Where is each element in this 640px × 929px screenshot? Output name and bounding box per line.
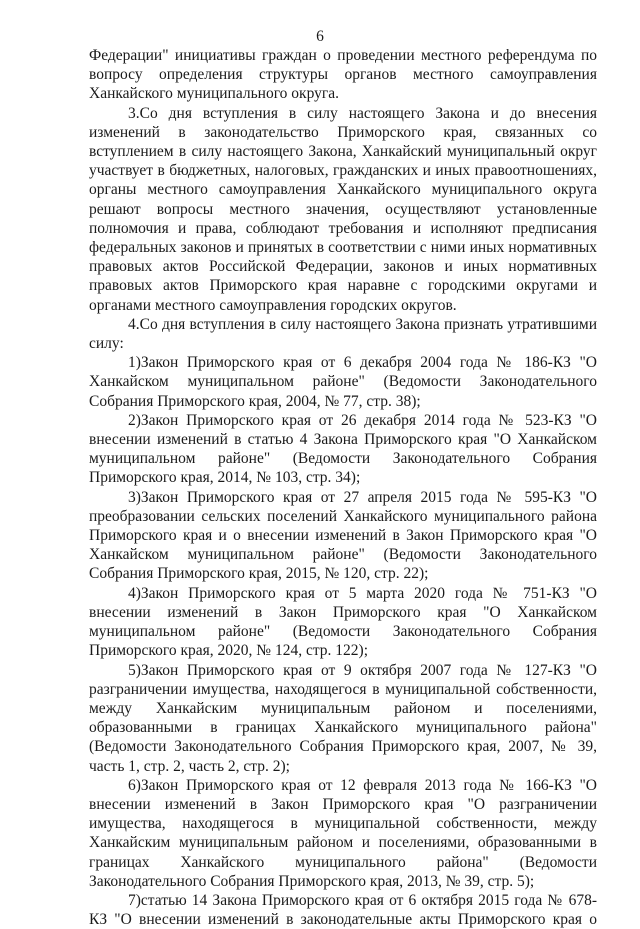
list-item-1: 1)Закон Приморского края от 6 декабря 2004 года № 186-КЗ "О Ханкайском муниципальном районе" (Ведомости Законодательного Собрания Приморского края, 2004, № 77, стр. 38); [89, 354, 597, 410]
list-item-7: 7)статью 14 Закона Приморского края от 6 октября 2015 года № 678-КЗ "О внесении изменений в законодательные акты Приморского края о [89, 891, 597, 929]
list-item-6: 6)Закон Приморского края от 12 февраля 2013 года № 166-КЗ "О внесении изменений в Закон Приморского края "О разграничении имущества, находящегося в муниципальной собственности, между Ханкайским муниципальным районом и поселениями, образованными в границах Ханкайского муниципального района" (Ведомости Законодательного Собрания Приморского края, 2013, № 39, стр. 5); [89, 776, 597, 890]
paragraph-4: 4.Со дня вступления в силу настоящего Закона признать утратившими силу: [89, 315, 597, 353]
list-item-5: 5)Закон Приморского края от 9 октября 2007 года № 127-КЗ "О разграничении имущества, находящегося в муниципальной собственности, между Ханкайским муниципальным районом и поселениями, образованными в границах Ханкайского муниципального района" (Ведомости Законодательного Собрания Приморского края, 2007, № 39, часть 1, стр. 2, часть 2, стр. 2); [89, 661, 597, 775]
page-number: 6 [316, 28, 324, 45]
paragraph-continuation: Федерации" инициативы граждан о проведении местного референдума по вопросу определения структуры органов местного самоуправления Ханкайского муниципального округа. [89, 47, 597, 103]
list-item-3: 3)Закон Приморского края от 27 апреля 2015 года № 595-КЗ "О преобразовании сельских поселений Ханкайского муниципального района Приморского края и о внесении изменений в Закон Приморского края "О Ханкайском муниципальном районе" (Ведомости Законодательного Собрания Приморского края, 2015, № 120, стр. 22); [89, 488, 597, 583]
document-body [89, 46, 597, 929]
list-item-2: 2)Закон Приморского края от 26 декабря 2014 года № 523-КЗ "О внесении изменений в статью 4 Закона Приморского края "О Ханкайском муниципальном районе" (Ведомости Законодательного Собрания Приморского края, 2014, № 103, стр. 34); [89, 411, 597, 487]
paragraph-3: 3.Со дня вступления в силу настоящего Закона и до внесения изменений в законодательство Приморского края, связанных со вступлением в силу настоящего Закона, Ханкайский муниципальный округ участвует в бюджетных, налоговых, гражданских и иных правоотношениях, органы местного самоуправления Ханкайского муниципального округа решают вопросы местного значения, осуществляют установленные полномочия и права, соблюдают требования и исполняют предписания федеральных законов и принятых в соответствии с ними иных нормативных правовых актов Российской Федерации, законов и иных нормативных правовых актов Приморского края наравне с городскими округами и органами местного самоуправления городских округов. [89, 104, 597, 314]
list-item-4: 4)Закон Приморского края от 5 марта 2020 года № 751-КЗ "О внесении изменений в Закон Приморского края "О Ханкайском муниципальном районе" (Ведомости Законодательного Собрания Приморского края, 2020, № 124, стр. 122); [89, 584, 597, 660]
